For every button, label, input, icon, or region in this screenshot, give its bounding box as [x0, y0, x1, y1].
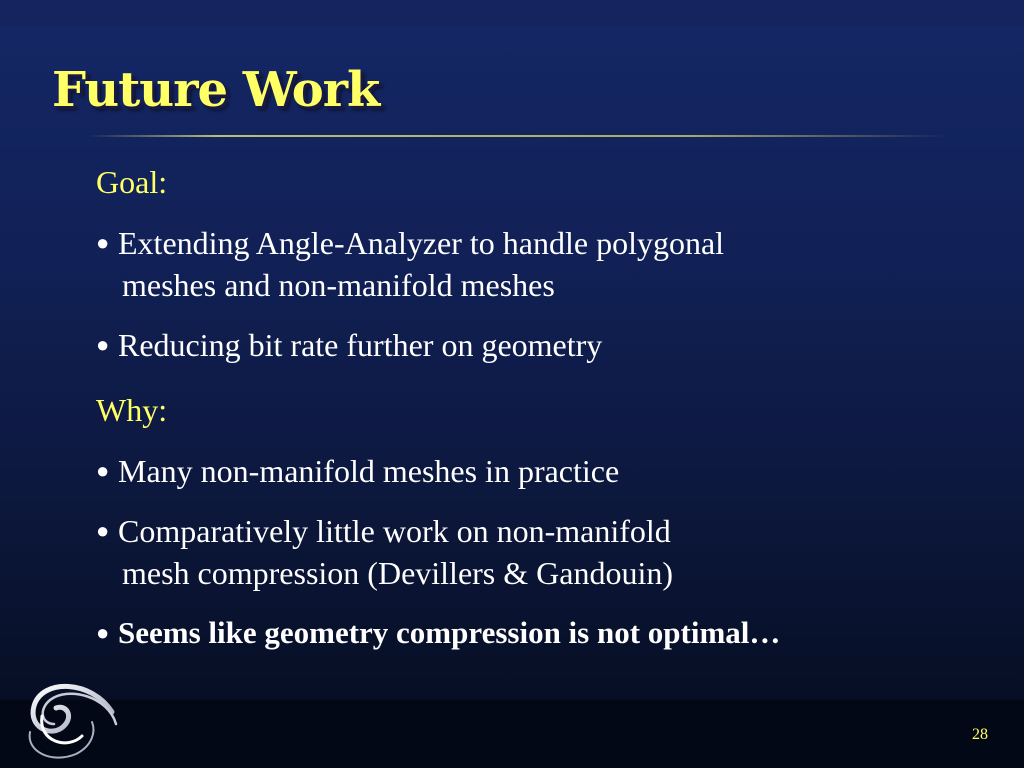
top-band [0, 0, 1024, 26]
slide-title: Future Work [52, 62, 380, 118]
slide-content [96, 160, 996, 654]
bullet-item [96, 324, 996, 366]
bullet-item [96, 222, 996, 306]
title-divider [88, 135, 948, 137]
why-heading: Why: [96, 392, 168, 428]
bullet-text: Reducing bit rate further on geometry [118, 327, 603, 363]
bullet-text: Extending Angle-Analyzer to handle polygonal [118, 225, 725, 261]
page-number: 28 [972, 726, 988, 743]
goal-heading: Goal: [96, 164, 168, 200]
bullet-dot: ● [96, 230, 110, 255]
bullet-dot: ● [96, 518, 110, 543]
bullet-item [96, 612, 996, 654]
bullet-dot: ● [96, 458, 110, 483]
bullet-dot: ● [96, 620, 110, 645]
bullet-item [96, 510, 996, 594]
bullet-dot: ● [96, 332, 110, 357]
bullet-text-continued: mesh compression (Devillers & Gandouin) [122, 555, 673, 591]
bullet-text-continued: meshes and non-manifold meshes [122, 267, 555, 303]
bullet-text: Many non-manifold meshes in practice [118, 453, 620, 489]
bottom-band [0, 700, 1024, 768]
swirl-logo-icon [12, 672, 122, 768]
bullet-text: Seems like geometry compression is not optimal… [118, 615, 781, 650]
bullet-text: Comparatively little work on non-manifold [118, 513, 671, 549]
bullet-item [96, 450, 996, 492]
